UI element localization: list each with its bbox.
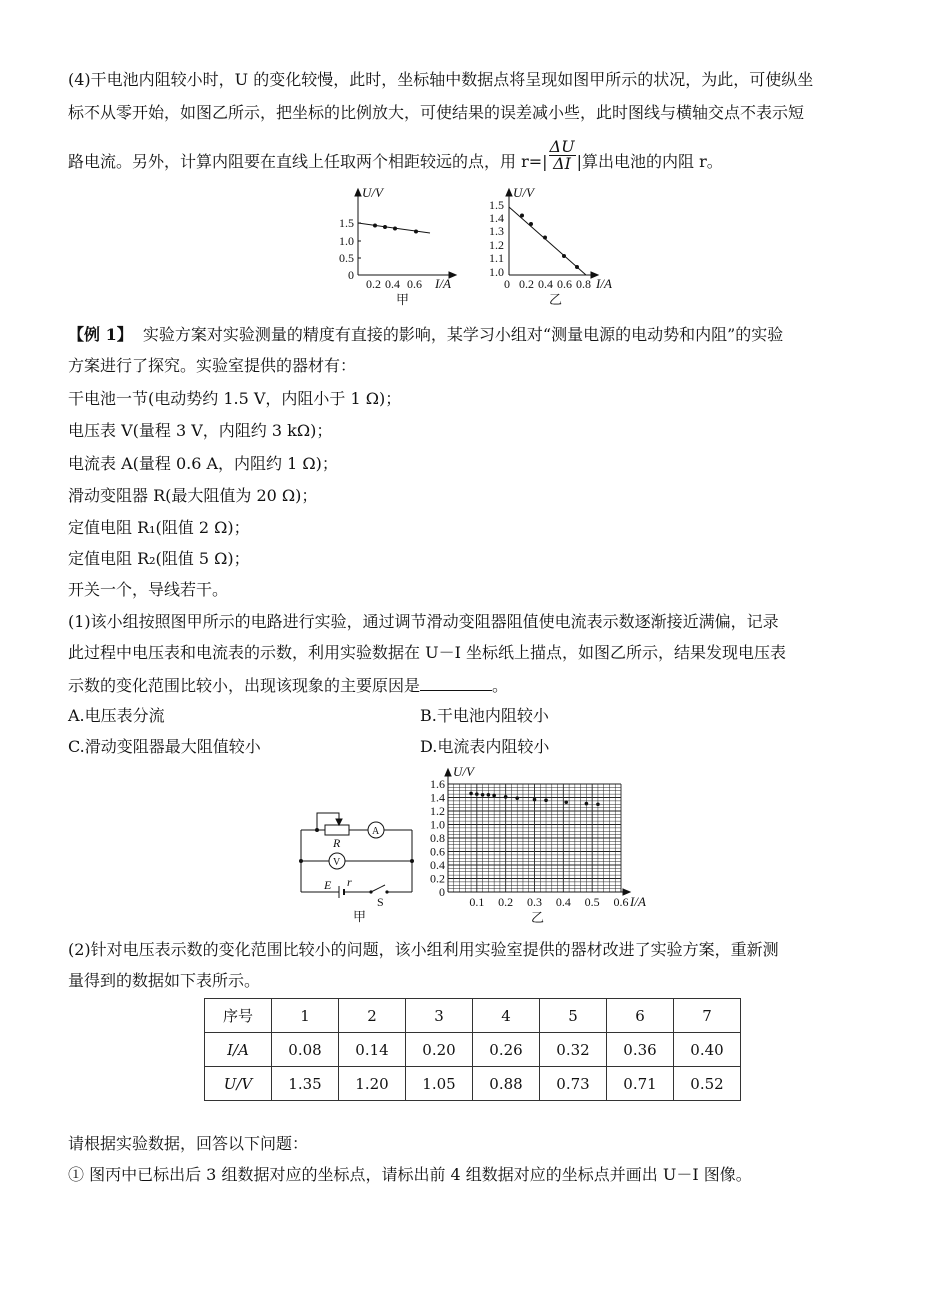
fraction-denominator: ΔI — [553, 154, 571, 173]
data-point — [596, 802, 600, 806]
q2-line-2: 量得到的数据如下表所示。 — [68, 971, 261, 990]
jia-x-label: I/A — [435, 276, 451, 291]
data-point — [481, 793, 485, 797]
equipment-item: 定值电阻 R₂(阻值 5 Ω)； — [68, 549, 250, 568]
yi-y-tick: 1.4 — [489, 211, 504, 225]
table-cell: U/V — [205, 1067, 272, 1101]
label-E: E — [324, 878, 332, 892]
rheostat — [325, 825, 349, 835]
data-point — [504, 795, 508, 799]
data-point — [585, 802, 589, 806]
data-point — [475, 792, 479, 796]
grid-y-tick: 0.6 — [430, 844, 445, 859]
q2-after-2: ① 图丙中已标出后 3 组数据对应的坐标点，请标出前 4 组数据对应的坐标点并画出 U－I 图像。 — [68, 1165, 752, 1184]
data-point — [533, 798, 537, 802]
data-point — [515, 796, 519, 800]
data-point — [487, 793, 491, 797]
label-V: V — [333, 857, 341, 868]
grid-x-label: I/A — [630, 894, 646, 909]
grid-y-tick: 1.2 — [430, 804, 445, 818]
grid-y-tick: 1.4 — [430, 790, 445, 805]
table-cell: 1.35 — [272, 1067, 339, 1101]
q1-line-3 — [68, 676, 508, 694]
table-cell: 7 — [674, 999, 741, 1033]
equipment-item: 滑动变阻器 R(最大阻值为 20 Ω)； — [68, 486, 318, 505]
jia-y-tick: 1.0 — [339, 234, 354, 248]
yi-point — [529, 222, 533, 226]
table-cell: 3 — [406, 999, 473, 1033]
table-cell: 1.20 — [339, 1067, 406, 1101]
equipment-item: 干电池一节(电动势约 1.5 V，内阻小于 1 Ω)； — [68, 389, 402, 408]
yi-x-tick: 0.2 — [519, 277, 534, 291]
yi-x-tick: 0.8 — [576, 277, 591, 291]
jia-x-tick: 0.6 — [407, 277, 422, 291]
jia-point — [414, 230, 418, 234]
data-table — [204, 998, 741, 1101]
label-R: R — [333, 836, 341, 850]
yi-point — [543, 236, 547, 240]
grid-y-label: U/V — [453, 764, 474, 779]
q1-line-2: 此过程中电压表和电流表的示数，利用实验数据在 U－I 坐标纸上描点，如图乙所示，结果发现电压表 — [68, 643, 786, 662]
jia-point — [393, 227, 397, 231]
label-A: A — [372, 826, 380, 837]
table-cell: 0.32 — [540, 1033, 607, 1067]
jia-caption: 甲 — [396, 292, 410, 307]
q2-line-1: (2)针对电压表示数的变化范围比较小的问题，该小组利用实验室提供的器材改进了实验方案，重新测 — [68, 940, 779, 959]
grid-y-tick: 0.8 — [430, 831, 445, 845]
table-cell: 0.14 — [339, 1033, 406, 1067]
table-cell: 1.05 — [406, 1067, 473, 1101]
table-row — [205, 1067, 741, 1101]
equipment-item: 电压表 V(量程 3 V，内阻约 3 kΩ)； — [68, 421, 333, 440]
yi-point — [575, 265, 579, 269]
grid-y-tick: 1.6 — [430, 777, 445, 791]
table-cell: 0.88 — [473, 1067, 540, 1101]
example-text-1: 实验方案对实验测量的精度有直接的影响，某学习小组对“测量电源的电动势和内阻”的实验 — [142, 325, 784, 344]
jia-point — [383, 225, 387, 229]
yi-y-tick: 1.2 — [489, 238, 504, 252]
grid-y-tick: 0.4 — [430, 858, 445, 872]
yi-y-tick: 1.1 — [489, 251, 504, 265]
grid-x-tick: 0.2 — [498, 895, 514, 909]
yi-caption: 乙 — [549, 292, 563, 307]
data-point — [544, 798, 548, 802]
jia-y-arrow — [355, 189, 361, 196]
fraction-numerator: ΔU — [549, 137, 575, 156]
jia-y-tick: 0 — [348, 268, 354, 282]
example-line-1 — [68, 327, 783, 343]
q2-after-1: 请根据实验数据，回答以下问题： — [68, 1134, 309, 1153]
grid-x-tick: 0.1 — [469, 895, 485, 909]
yi-y-arrow — [506, 189, 512, 196]
grid-y-tick: 0.2 — [430, 871, 445, 886]
yi-y-tick: 1.0 — [489, 265, 504, 279]
jia-y-tick: 1.5 — [339, 216, 354, 230]
circuit-diagram — [295, 805, 420, 930]
slider-arrow — [336, 819, 342, 825]
intro-line-1: (4)干电池内阻较小时，U 的变化较慢，此时，坐标轴中数据点将呈现如图甲所示的状况，为此，可使纵坐 — [68, 70, 814, 89]
yi-x-label: I/A — [596, 276, 612, 291]
option-b[interactable]: B.干电池内阻较小 — [420, 706, 549, 725]
yi-y-tick: 1.5 — [489, 198, 504, 212]
yi-y-tick: 1.3 — [489, 224, 504, 238]
table-cell: 0.36 — [607, 1033, 674, 1067]
table-cell: 0.71 — [607, 1067, 674, 1101]
jia-y-tick: 0.5 — [339, 251, 354, 265]
option-c[interactable]: C.滑动变阻器最大阻值较小 — [68, 737, 261, 756]
label-S: S — [377, 895, 384, 909]
jia-x-tick: 0.2 — [366, 277, 381, 291]
figure-yi — [486, 185, 636, 310]
formula-fraction — [549, 139, 576, 172]
yi-x-tick: 0.6 — [557, 277, 572, 291]
equipment-item: 电流表 A(量程 0.6 A，内阻约 1 Ω)； — [68, 454, 338, 473]
grid-caption: 乙 — [531, 910, 545, 925]
yi-y-label: U/V — [513, 185, 534, 200]
intro-line-3-a: 路电流。另外，计算内阻要在直线上任取两个相距较远的点，用 r=| — [68, 152, 548, 171]
intro-line-3-b: |算出电池的内阻 r。 — [576, 152, 723, 171]
yi-point — [562, 254, 566, 258]
yi-x-tick: 0.4 — [538, 277, 553, 291]
table-cell: 5 — [540, 999, 607, 1033]
intro-line-2: 标不从零开始，如图乙所示，把坐标的比例放大，可使结果的误差减小些，此时图线与横轴交点不表示短 — [68, 103, 805, 122]
jia-x-tick: 0.4 — [385, 277, 400, 291]
data-point — [492, 794, 496, 798]
label-r: r — [347, 875, 352, 889]
table-cell: 0.73 — [540, 1067, 607, 1101]
table-cell: 1 — [272, 999, 339, 1033]
table-cell: 6 — [607, 999, 674, 1033]
jia-y-label: U/V — [362, 185, 383, 200]
table-header-row — [205, 999, 741, 1033]
table-row — [205, 1033, 741, 1067]
table-cell: 4 — [473, 999, 540, 1033]
example-line-2: 方案进行了探究。实验室提供的器材有： — [68, 356, 357, 375]
grid-chart — [418, 760, 658, 930]
circuit-caption: 甲 — [353, 909, 367, 924]
table-cell: 0.20 — [406, 1033, 473, 1067]
data-point — [564, 800, 568, 804]
answer-blank[interactable] — [420, 676, 492, 691]
table-cell: 0.52 — [674, 1067, 741, 1101]
q1-line-3-end: 。 — [492, 676, 509, 695]
equipment-item: 定值电阻 R₁(阻值 2 Ω)； — [68, 518, 250, 537]
option-d[interactable]: D.电流表内阻较小 — [420, 737, 550, 756]
equipment-item: 开关一个，导线若干。 — [68, 580, 229, 599]
grid-y-tick: 1.0 — [430, 817, 445, 832]
data-point — [469, 792, 473, 796]
grid-x-tick: 0.3 — [527, 895, 542, 909]
grid-y-arrow — [445, 769, 451, 776]
table-cell: 2 — [339, 999, 406, 1033]
yi-point — [520, 214, 524, 218]
option-a[interactable]: A.电压表分流 — [68, 706, 165, 725]
figure-jia — [330, 185, 470, 310]
yi-fit-line — [509, 207, 586, 275]
yi-x-tick: 0 — [504, 277, 510, 291]
table-cell: 0.26 — [473, 1033, 540, 1067]
q1-line-1: (1)该小组按照图甲所示的电路进行实验，通过调节滑动变阻器阻值使电流表示数逐渐接近满偏，记录 — [68, 612, 779, 631]
q1-line-3-text: 示数的变化范围比较小，出现该现象的主要原因是 — [68, 676, 421, 695]
grid-x-tick: 0.6 — [613, 895, 629, 909]
example-tag: 【例 1】 — [68, 325, 133, 344]
jia-point — [373, 224, 377, 228]
table-cell: 序号 — [205, 999, 272, 1033]
switch-blade — [371, 885, 385, 892]
grid-y-tick: 0 — [439, 885, 445, 899]
table-cell: I/A — [205, 1033, 272, 1067]
rheostat-slider-wire — [317, 813, 339, 830]
intro-line-3 — [68, 137, 723, 179]
grid-x-tick: 0.5 — [584, 895, 600, 909]
table-cell: 0.08 — [272, 1033, 339, 1067]
grid-x-tick: 0.4 — [555, 895, 571, 909]
table-cell: 0.40 — [674, 1033, 741, 1067]
